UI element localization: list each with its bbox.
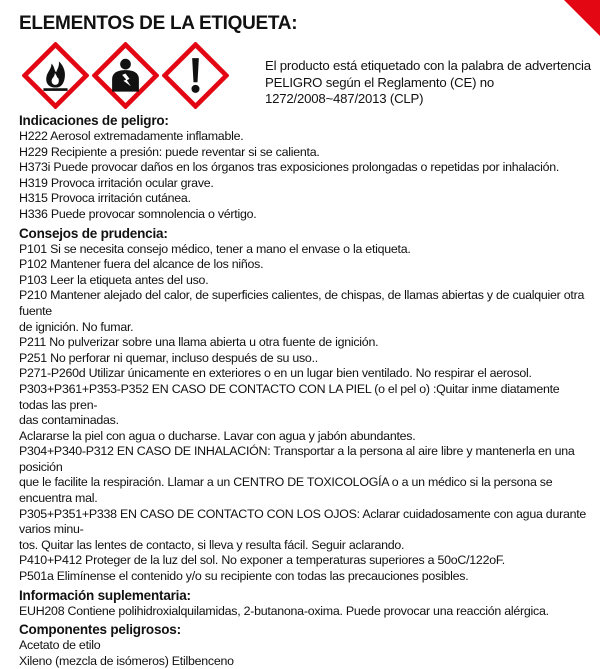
page-title: ELEMENTOS DE LA ETIQUETA: [19,13,298,34]
ghs-pictograms [22,42,229,109]
text-line: tos. Quitar las lentes de contacto, si lleva y resulta fácil. Seguir aclarando. [19,537,405,552]
precaution-section [19,226,591,585]
hazard-title: Indicaciones de peligro: [19,113,169,128]
text-line: P251 No perforar ni quemar, incluso después de su uso.. [19,350,318,365]
supplementary-section [19,588,591,620]
warning-intro: El producto está etiquetado con la palabra de advertencia PELIGRO según el Reglamento (CE) no 1272/2008~487/2013 (CLP) [265,58,591,106]
text-line: que le facilite la respiración. Llamar a un CENTRO DE TOXICOLOGÍA o a un médico si la persona se encuentra mal. [19,475,553,506]
components-section [19,622,591,669]
exclamation-icon [162,42,229,109]
health-hazard-icon [92,42,159,109]
precaution-title: Consejos de prudencia: [19,225,168,241]
precaution-list [19,242,591,585]
text-line: H229 Recipiente a presión: puede reventar si se calienta. [19,144,320,159]
label-content [19,113,591,669]
text-line: H319 Provoca irritación ocular grave. [19,175,214,190]
flame-icon [22,42,89,109]
text-line: P101 Si se necesita consejo médico, tener a mano el envase o la etiqueta. [19,241,411,256]
text-line: P501a Elimínense el contenido y/o su recipiente con todas las precauciones posibles. [19,569,469,584]
hazard-section [19,113,591,223]
text-line: P210 Mantener alejado del calor, de superficies calientes, de chispas, de llamas abiertas y de cualquier otra fuente [19,288,585,318]
text-line: P305+P351+P338 EN CASO DE CONTACTO CON LOS OJOS: Aclarar cuidadosamente con agua durante varios minu- [19,506,587,537]
text-line: Aclararse la piel con agua o ducharse. Lavar con agua y jabón abundantes. [19,428,416,443]
corner-accent [564,0,600,36]
supplementary-list [19,604,591,620]
text-line: P303+P361+P353-P352 EN CASO DE CONTACTO CON LA PIEL (o el pel o) :Quitar inme diatamente todas las pren- [19,381,560,412]
supplementary-title: Información suplementaria: [19,587,191,603]
text-line: H336 Puede provocar somnolencia o vértigo. [19,206,257,221]
text-line: H373i Puede provocar daños en los órganos tras exposiciones prolongadas o repetidas por inhalación. [19,160,560,175]
components-list [19,638,591,669]
text-line: H315 Provoca irritación cutánea. [19,191,191,206]
text-line: Acetato de etilo [19,638,101,653]
text-line: P271-P260d Utilizar únicamente en exteriores o en un lugar bien ventilado. No respirar el aerosol. [19,366,532,381]
text-line: P410+P412 Proteger de la luz del sol. No exponer a temperaturas superiores a 50oC/122oF. [19,553,505,568]
text-line: P211 No pulverizar sobre una llama abierta u otra fuente de ignición. [19,335,379,350]
hazard-list [19,129,591,223]
text-line: P103 Leer la etiqueta antes del uso. [19,272,209,287]
text-line: P102 Mantener fuera del alcance de los niños. [19,257,264,272]
text-line: de ignición. No fumar. [19,319,134,334]
text-line: EUH208 Contiene polihidroxialquilamidas, 2-butanona-oxima. Puede provocar una reacción alérgica. [19,603,549,618]
text-line: P304+P340-P312 EN CASO DE INHALACIÓN: Transportar a la persona al aire libre y mantenerla en una posición [19,444,575,474]
text-line: Xileno (mezcla de isómeros) Etilbenceno [19,653,234,668]
text-line: H222 Aerosol extremadamente inflamable. [19,129,244,143]
components-title: Componentes peligrosos: [19,622,181,638]
text-line: das contaminadas. [19,413,119,428]
